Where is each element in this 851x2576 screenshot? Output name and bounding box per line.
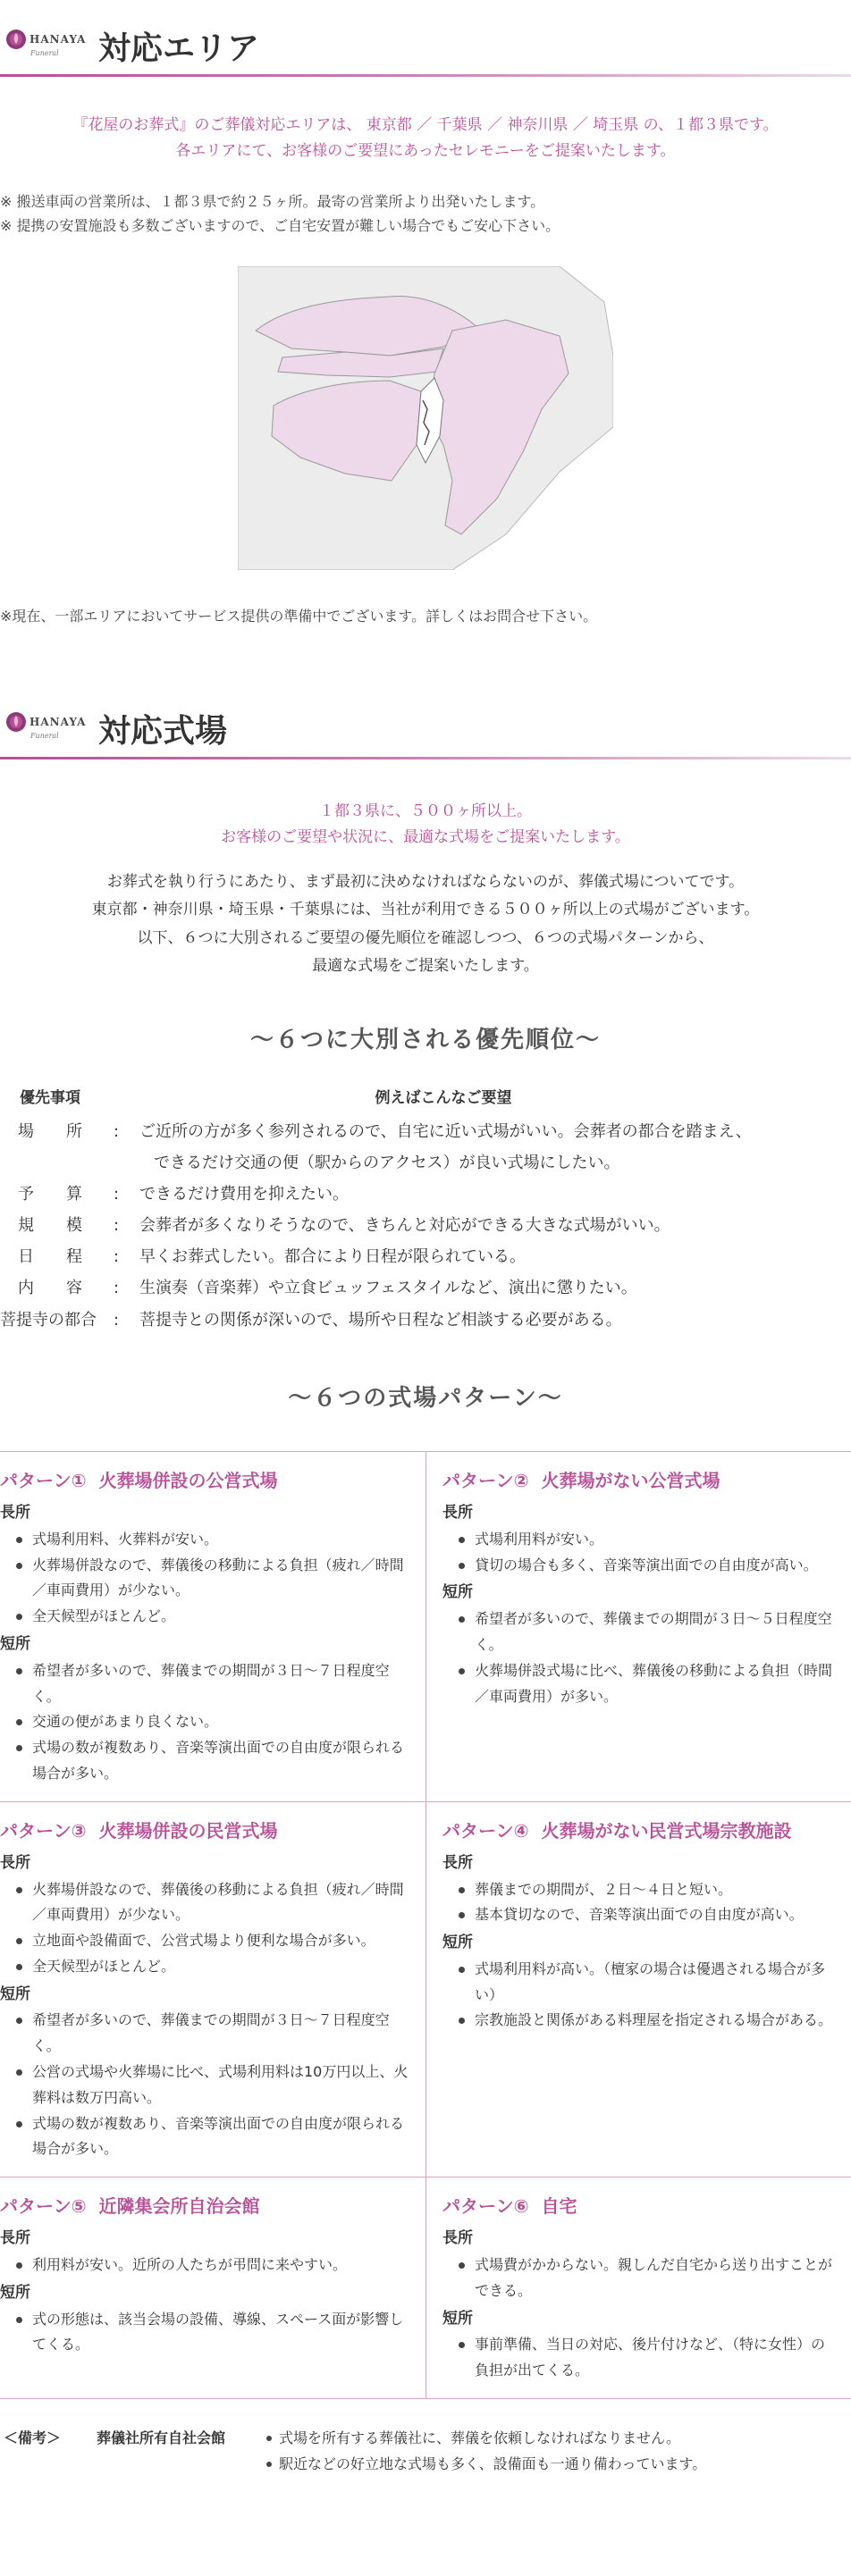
list-item: 式場の数が複数あり、音楽等演出面での自由度が限られる場合が多い。 — [0, 2111, 411, 2163]
example-col-header: 例えばこんなご要望 — [375, 1089, 512, 1108]
list-item: 式場を所有する葬儀社に、葬儀を依頼しなければなりません。 — [266, 2426, 851, 2452]
merit-list — [442, 1527, 837, 1579]
pattern-row — [0, 2177, 851, 2399]
priority-value: 菩提寺との関係が深いので、場所や日程など相談する必要がある。 — [139, 1310, 622, 1330]
pattern-name: 火葬場がない民営式場宗教施設 — [541, 1819, 792, 1842]
demerit-list — [442, 1957, 837, 2034]
demerit-list — [442, 2332, 837, 2384]
pattern-card-6 — [426, 2177, 851, 2398]
hanaya-logo[interactable] — [5, 18, 86, 68]
merit-label: 長所 — [0, 1504, 30, 1523]
venue-intro-line: 以下、６つに大別されるご要望の優先順位を確認しつつ、６つの式場パターンから、 — [137, 928, 714, 947]
priority-key: 規 模 — [18, 1216, 82, 1236]
pattern-number: パターン⑥ — [442, 2195, 529, 2218]
list-item: 式場利用料が高い。（檀家の場合は優遇される場合が多い） — [442, 1957, 837, 2009]
list-item: 宗教施設と関係がある料理屋を指定される場合がある。 — [442, 2008, 837, 2034]
priority-value: 会葬者が多くなりそうなので、きちんと対応ができる大きな式場がいい。 — [139, 1216, 670, 1236]
pattern-number: パターン② — [442, 1470, 529, 1492]
list-item: 式場利用料が安い。 — [442, 1527, 837, 1553]
list-item: 火葬場併設式場に比べ、葬儀後の移動による負担（時間／車両費用）が多い。 — [442, 1658, 837, 1710]
coverage-map — [238, 266, 613, 570]
kanto-map-image — [238, 266, 613, 570]
rose-logo-icon — [5, 29, 27, 50]
list-item: 式場の数が複数あり、音楽等演出面での自由度が限られる場合が多い。 — [0, 1735, 411, 1787]
venue-intro-dark — [0, 868, 851, 981]
venue-intro-pink — [0, 799, 851, 851]
area-notes — [0, 189, 851, 238]
logo-text: HANAYA — [29, 715, 87, 728]
pattern-name: 自宅 — [541, 2195, 577, 2218]
demerit-list — [0, 2008, 411, 2162]
demerit-label: 短所 — [0, 1984, 30, 2003]
priority-value: 早くお葬式したい。都合により日程が限られている。 — [139, 1247, 526, 1267]
venue-intro-line: 東京都・神奈川県・埼玉県・千葉県には、当社が利用できる５００ヶ所以上の式場がございます。 — [91, 901, 760, 919]
list-item: 立地面や設備面で、公営式場より便利な場合が多い。 — [0, 1928, 411, 1954]
priority-row: 予 算 : できるだけ費用を抑えたい。 — [0, 1179, 851, 1210]
section-heading-venue — [0, 683, 851, 759]
merit-list — [442, 2253, 837, 2304]
list-item: 全天候型がほとんど。 — [0, 1954, 411, 1980]
list-item: 基本貸切なので、音楽等演出面での自由度が高い。 — [442, 1902, 837, 1928]
priority-key: 内 容 — [18, 1279, 82, 1298]
venue-intro-line: お葬式を執り行うにあたり、まず最初に決めなければならないのが、葬儀式場についてです。 — [106, 872, 745, 891]
list-item: 葬儀までの期間が、２日〜４日と短い。 — [442, 1877, 837, 1903]
logo-subtext: Funeral — [30, 49, 59, 57]
logo-subtext: Funeral — [30, 732, 59, 741]
list-item: 式の形態は、該当会場の設備、導線、スペース面が影響してくる。 — [0, 2307, 411, 2359]
patterns-heading: 〜６つの式場パターン〜 — [288, 1384, 563, 1412]
merit-label: 長所 — [0, 2229, 30, 2248]
priority-value: ご近所の方が多く参列されるので、自宅に近い式場がいい。会葬者の都合を踏まえ、 できるだけ交通の便（駅からのアクセス）が良い式場にしたい。 — [139, 1121, 752, 1173]
venue-patterns-grid — [0, 1451, 851, 2399]
pattern-number: パターン① — [0, 1470, 87, 1492]
remarks — [0, 2426, 851, 2478]
pattern-row — [0, 1802, 851, 2177]
pattern-name: 火葬場併設の民営式場 — [98, 1819, 278, 1842]
priority-row: 菩提寺の都合 : 菩提寺との関係が深いので、場所や日程など相談する必要がある。 — [0, 1305, 851, 1336]
list-item: 式場利用料、火葬料が安い。 — [0, 1527, 411, 1553]
priority-row: 場 所 : ご近所の方が多く参列されるので、自宅に近い式場がいい。会葬者の都合を踏まえ、 できるだけ交通の便（駅からのアクセス）が良い式場にしたい。 — [0, 1116, 851, 1179]
merit-list — [442, 1877, 837, 1929]
pattern-number: パターン⑤ — [0, 2195, 87, 2218]
list-item: 駅近などの好立地な式場も多く、設備面も一通り備わっています。 — [266, 2452, 851, 2478]
area-title: 対応エリア — [98, 29, 260, 67]
list-item: 希望者が多いので、葬儀までの期間が３日〜５日程度空く。 — [442, 1607, 837, 1658]
venue-intro-line: お客様のご要望や状況に、最適な式場をご提案いたします。 — [221, 828, 630, 847]
area-intro — [0, 113, 851, 164]
pattern-card-3 — [0, 1802, 426, 2177]
priority-col-header: 優先事項 — [20, 1089, 80, 1108]
list-item: 事前準備、当日の対応、後片付けなど、（特に女性）の負担が出てくる。 — [442, 2332, 837, 2384]
priority-key: 菩提寺の都合 — [0, 1310, 97, 1330]
priority-key: 場 所 — [18, 1121, 82, 1141]
venue-title: 対応式場 — [98, 712, 228, 751]
priority-table — [0, 1086, 851, 1335]
demerit-label: 短所 — [442, 1934, 473, 1952]
merit-label: 長所 — [0, 1853, 30, 1872]
logo-text: HANAYA — [29, 32, 87, 46]
remarks-title: 葬儀社所有自社会館 — [97, 2429, 226, 2446]
pattern-number: パターン③ — [0, 1819, 87, 1842]
priority-table-header — [0, 1086, 851, 1112]
area-intro-line: 『花屋のお葬式』のご葬儀対応エリアは、 東京都 ／ 千葉県 ／ 神奈川県 ／ 埼玉県 の、１都３県です。 — [72, 116, 779, 134]
merit-list — [0, 1877, 411, 1980]
area-note: ※ 搬送車両の営業所は、１都３県で約２５ヶ所。最寄の営業所より出発いたします。 — [0, 192, 545, 210]
priority-row: 内 容 : 生演奏（音楽葬）や立食ビュッフェスタイルなど、演出に懲りたい。 — [0, 1272, 851, 1304]
venue-intro-line: 最適な式場をご提案いたします。 — [312, 957, 539, 976]
demerit-list — [0, 2307, 411, 2359]
demerit-label: 短所 — [0, 1635, 30, 1654]
priority-key: 日 程 — [18, 1247, 82, 1267]
priority-value: 生演奏（音楽葬）や立食ビュッフェスタイルなど、演出に懲りたい。 — [139, 1279, 637, 1298]
pattern-row — [0, 1452, 851, 1802]
priority-value: できるだけ費用を抑えたい。 — [139, 1185, 349, 1204]
pattern-card-2 — [426, 1452, 851, 1801]
pattern-name: 火葬場がない公営式場 — [541, 1470, 720, 1492]
list-item: 全天候型がほとんど。 — [0, 1604, 411, 1630]
list-item: 火葬場併設なので、葬儀後の移動による負担（疲れ／時間／車両費用）が少ない。 — [0, 1877, 411, 1929]
priority-row: 日 程 : 早くお葬式したい。都合により日程が限られている。 — [0, 1241, 851, 1272]
list-item: 火葬場併設なので、葬儀後の移動による負担（疲れ／時間／車両費用）が少ない。 — [0, 1553, 411, 1605]
demerit-label: 短所 — [0, 2283, 30, 2302]
area-footnote: ※現在、一部エリアにおいてサービス提供の準備中でございます。詳しくはお問合せ下さい。 — [0, 608, 598, 625]
merit-label: 長所 — [442, 1853, 473, 1872]
demerit-label: 短所 — [442, 2309, 473, 2328]
hanaya-logo[interactable] — [5, 701, 86, 751]
pattern-number: パターン④ — [442, 1819, 529, 1842]
area-intro-line: 各エリアにて、お客様のご要望にあったセレモニーをご提案いたします。 — [175, 141, 676, 160]
demerit-label: 短所 — [442, 1583, 473, 1602]
list-item: 貸切の場合も多く、音楽等演出面での自由度が高い。 — [442, 1553, 837, 1579]
demerit-list — [442, 1607, 837, 1709]
remarks-list — [266, 2426, 851, 2478]
section-heading-area — [0, 0, 851, 77]
pattern-card-1 — [0, 1452, 426, 1801]
priority-key: 予 算 — [18, 1185, 82, 1204]
list-item: 交通の便があまり良くない。 — [0, 1709, 411, 1735]
venue-intro-line: １都３県に、５００ヶ所以上。 — [319, 802, 532, 821]
pattern-card-4 — [426, 1802, 851, 2177]
merit-label: 長所 — [442, 1504, 473, 1523]
rose-logo-icon — [5, 711, 27, 733]
list-item: 利用料が安い。近所の人たちが弔問に来やすい。 — [0, 2253, 411, 2278]
remarks-label: ＜備考＞ — [4, 2429, 62, 2446]
priority-heading: 〜６つに大別される優先順位〜 — [249, 1026, 601, 1053]
pattern-name: 火葬場併設の公営式場 — [98, 1470, 278, 1492]
area-note: ※ 提携の安置施設も多数ございますので、ご自宅安置が難しい場合でもご安心下さい。 — [0, 216, 560, 234]
merit-label: 長所 — [442, 2229, 473, 2248]
merit-list — [0, 2253, 411, 2278]
list-item: 公営の式場や火葬場に比べ、式場利用料は10万円以上、火葬料は数万円高い。 — [0, 2060, 411, 2111]
list-item: 希望者が多いので、葬儀までの期間が３日〜７日程度空く。 — [0, 1658, 411, 1710]
list-item: 式場費がかからない。親しんだ自宅から送り出すことができる。 — [442, 2253, 837, 2304]
merit-list — [0, 1527, 411, 1630]
pattern-name: 近隣集会所自治会館 — [98, 2195, 260, 2218]
pattern-card-5 — [0, 2177, 426, 2398]
list-item: 希望者が多いので、葬儀までの期間が３日〜７日程度空く。 — [0, 2008, 411, 2060]
demerit-list — [0, 1658, 411, 1787]
priority-row: 規 模 : 会葬者が多くなりそうなので、きちんと対応ができる大きな式場がいい。 — [0, 1210, 851, 1241]
